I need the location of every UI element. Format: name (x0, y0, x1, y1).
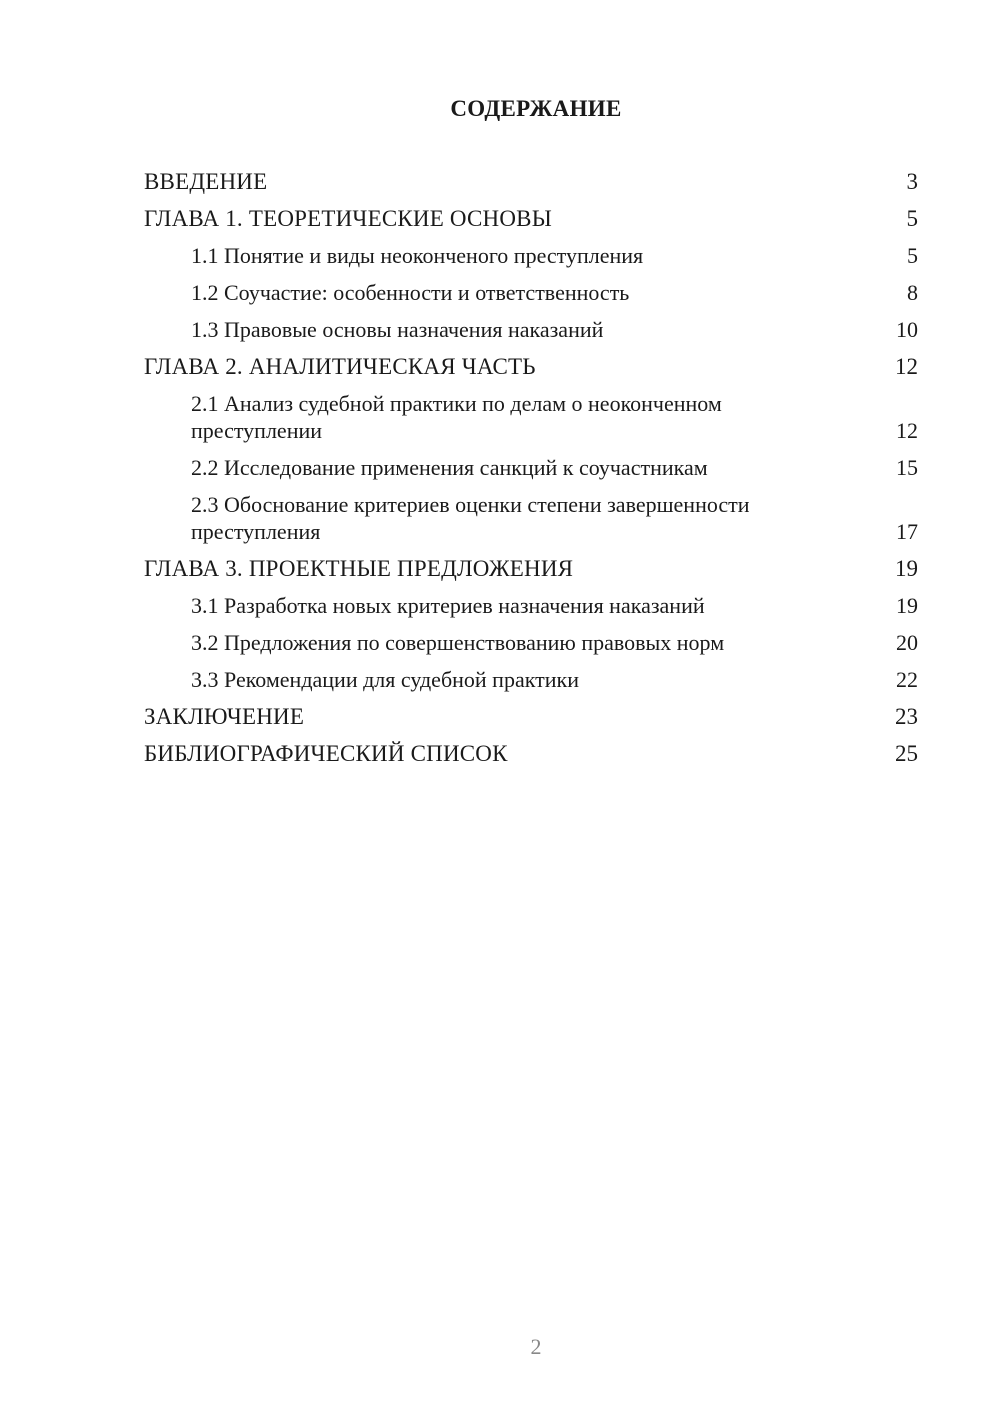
toc-entry[interactable] (144, 353, 918, 380)
toc-entry-label: 1.2 Соучастие: особенности и ответственность (191, 280, 630, 305)
toc-entry-label: 3.3 Рекомендации для судебной практики (191, 667, 579, 692)
toc-entry[interactable] (144, 168, 918, 195)
toc-entry-label: 1.1 Понятие и виды неоконченого преступления (191, 243, 644, 268)
table-of-contents (144, 168, 918, 777)
toc-entry[interactable] (144, 279, 918, 306)
toc-entry[interactable] (144, 555, 918, 582)
toc-entry-page: 5 (907, 243, 918, 268)
toc-entry-label: БИБЛИОГРАФИЧЕСКИЙ СПИСОК (144, 741, 508, 766)
toc-entry[interactable] (144, 242, 918, 269)
toc-entry-page: 12 (896, 418, 918, 443)
toc-entry-page: 19 (895, 556, 918, 581)
toc-entry-label: 3.2 Предложения по совершенствованию правовых норм (191, 630, 725, 655)
page-number: 2 (530, 1334, 542, 1359)
toc-entry-page: 22 (896, 667, 918, 692)
toc-entry-page: 12 (895, 354, 918, 379)
toc-entry[interactable] (144, 703, 918, 730)
toc-entry[interactable] (144, 390, 918, 444)
toc-entry[interactable] (144, 316, 918, 343)
toc-entry-page: 3 (906, 169, 918, 194)
toc-entry-label: 2.2 Исследование применения санкций к соучастникам (191, 455, 708, 480)
toc-entry-label: ЗАКЛЮЧЕНИЕ (144, 704, 305, 729)
toc-entry[interactable] (144, 491, 918, 545)
toc-entry-label: ГЛАВА 2. АНАЛИТИЧЕСКАЯ ЧАСТЬ (144, 354, 536, 379)
toc-entry[interactable] (144, 454, 918, 481)
toc-entry[interactable] (144, 740, 918, 767)
toc-entry[interactable] (144, 666, 918, 693)
toc-entry[interactable] (144, 592, 918, 619)
toc-entry-label: 2.1 Анализ судебной практики по делам о неоконченном преступлении (191, 391, 722, 443)
toc-entry-label: ВВЕДЕНИЕ (144, 169, 268, 194)
toc-entry-page: 23 (895, 704, 918, 729)
toc-entry[interactable] (144, 629, 918, 656)
toc-entry-label: ГЛАВА 1. ТЕОРЕТИЧЕСКИЕ ОСНОВЫ (144, 206, 552, 231)
page-title: СОДЕРЖАНИЕ (450, 96, 622, 121)
toc-entry-page: 15 (896, 455, 918, 480)
toc-entry-page: 10 (896, 317, 918, 342)
toc-entry-page: 20 (896, 630, 918, 655)
toc-entry-page: 17 (896, 519, 918, 544)
toc-entry[interactable] (144, 205, 918, 232)
toc-entry-page: 8 (907, 280, 918, 305)
toc-entry-label: 1.3 Правовые основы назначения наказаний (191, 317, 604, 342)
toc-entry-label: 3.1 Разработка новых критериев назначения наказаний (191, 593, 705, 618)
toc-entry-page: 5 (906, 206, 918, 231)
toc-entry-page: 25 (895, 741, 918, 766)
toc-entry-label: ГЛАВА 3. ПРОЕКТНЫЕ ПРЕДЛОЖЕНИЯ (144, 556, 574, 581)
toc-entry-label: 2.3 Обоснование критериев оценки степени завершенности преступления (191, 492, 750, 544)
toc-entry-page: 19 (896, 593, 918, 618)
